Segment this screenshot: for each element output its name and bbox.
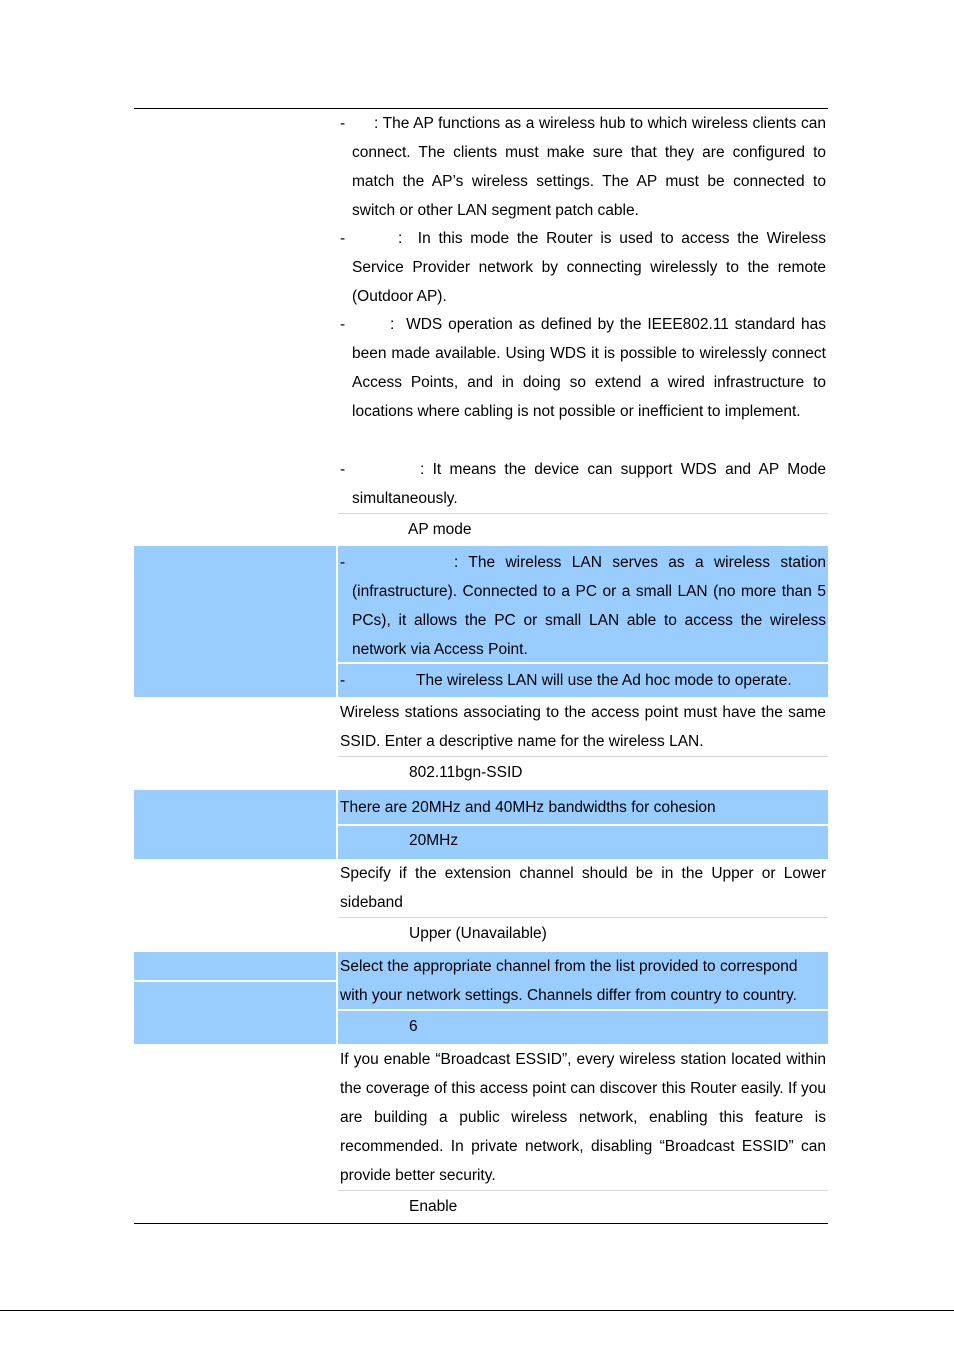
mode-item-text: The AP functions as a wireless hub to which wireless clients can connect. The clients must make sure that they are configured to match the AP’s wireless settings. The AP must be connected to switch or other LAN segment patch cable. xyxy=(352,115,826,219)
bullet-dash: - xyxy=(340,672,346,689)
mode-item-text: It means the device can support WDS and AP Mode simultaneously. xyxy=(352,461,826,507)
broadcast-essid-description: If you enable “Broadcast ESSID”, every wireless station located within the coverage of this access point can discover this Router easily. If you are building a public wireless network, enabling this feature is recommended. In private network, disabling “Broadcast ESSID” can provide better security. xyxy=(340,1051,826,1184)
mode-item-ap-wds: - : It means the device can support WDS and AP Mode simultaneously. xyxy=(340,455,826,513)
network-type-item-adhoc xyxy=(340,666,826,695)
sideband-description: Specify if the extension channel should be in the Upper or Lower sideband xyxy=(340,865,826,911)
bullet-dash: - xyxy=(340,554,346,571)
channel-description: Select the appropriate channel from the list provided to correspond with your network settings. Channels differ from country to country. xyxy=(340,958,798,1004)
mode-item-client: - : In this mode the Router is used to access the Wireless Service Provider network by connecting wirelessly to the remote (Outdoor AP). xyxy=(340,224,826,311)
broadcast-essid-default-value: Enable xyxy=(409,1198,458,1215)
mode-default-value: AP mode xyxy=(408,521,472,538)
bullet-dash: - xyxy=(340,115,346,132)
ssid-default-value: 802.11bgn-SSID xyxy=(409,764,523,781)
row-divider xyxy=(338,917,828,918)
mode-item-ap: - : The AP functions as a wireless hub to which wireless clients can connect. The clients must make sure that they are configured to match the AP’s wireless settings. The AP must be connected to switch or other LAN segment patch cable. xyxy=(340,109,826,225)
ssid-description: Wireless stations associating to the access point must have the same SSID. Enter a descriptive name for the wireless LAN. xyxy=(340,704,826,750)
channel-default-value: 6 xyxy=(409,1018,418,1035)
network-type-item-text: The wireless LAN serves as a wireless station (infrastructure). Connected to a PC or a small LAN (no more than 5 PCs), it allows the PC or small LAN able to access the wireless network via Access Point. xyxy=(352,554,826,658)
bandwidth-description: There are 20MHz and 40MHz bandwidths for cohesion xyxy=(340,799,716,816)
mode-item-wds: - : WDS operation as defined by the IEEE802.11 standard has been made available. Using WDS it is possible to wirelessly connect Access Points, and in doing so extend a wired infrastructure to locations where cabling is not possible or inefficient to implement. xyxy=(340,310,826,426)
bullet-dash: - xyxy=(340,316,346,333)
row-divider xyxy=(338,1190,828,1191)
cell-separator xyxy=(336,546,338,697)
row-divider xyxy=(338,513,828,514)
cell-separator xyxy=(134,980,336,982)
bullet-dash: - xyxy=(340,230,346,247)
network-type-item-text: The wireless LAN will use the Ad hoc mode to operate. xyxy=(416,672,792,689)
table-bottom-border xyxy=(134,1223,828,1224)
cell-separator xyxy=(338,824,828,826)
network-type-item-infrastructure: - : The wireless LAN serves as a wireless station (infrastructure). Connected to a PC or a small LAN (no more than 5 PCs), it allows the PC or small LAN able to access the wireless network via Access Point. xyxy=(340,548,826,664)
mode-item-text: WDS operation as defined by the IEEE802.11 standard has been made available. Using WDS it is possible to wirelessly connect Access Points, and in doing so extend a wired infrastructure to locations where cabling is not possible or inefficient to implement. xyxy=(352,316,827,420)
bullet-dash: - xyxy=(340,461,346,478)
cell-separator xyxy=(336,952,338,1044)
mode-item-text: In this mode the Router is used to access the Wireless Service Provider network by connecting wirelessly to the remote (Outdoor AP). xyxy=(352,230,826,305)
row-divider xyxy=(338,756,828,757)
bandwidth-default-value: 20MHz xyxy=(409,832,459,849)
sideband-default-value: Upper (Unavailable) xyxy=(409,925,547,942)
page-footer-rule xyxy=(0,1310,954,1311)
